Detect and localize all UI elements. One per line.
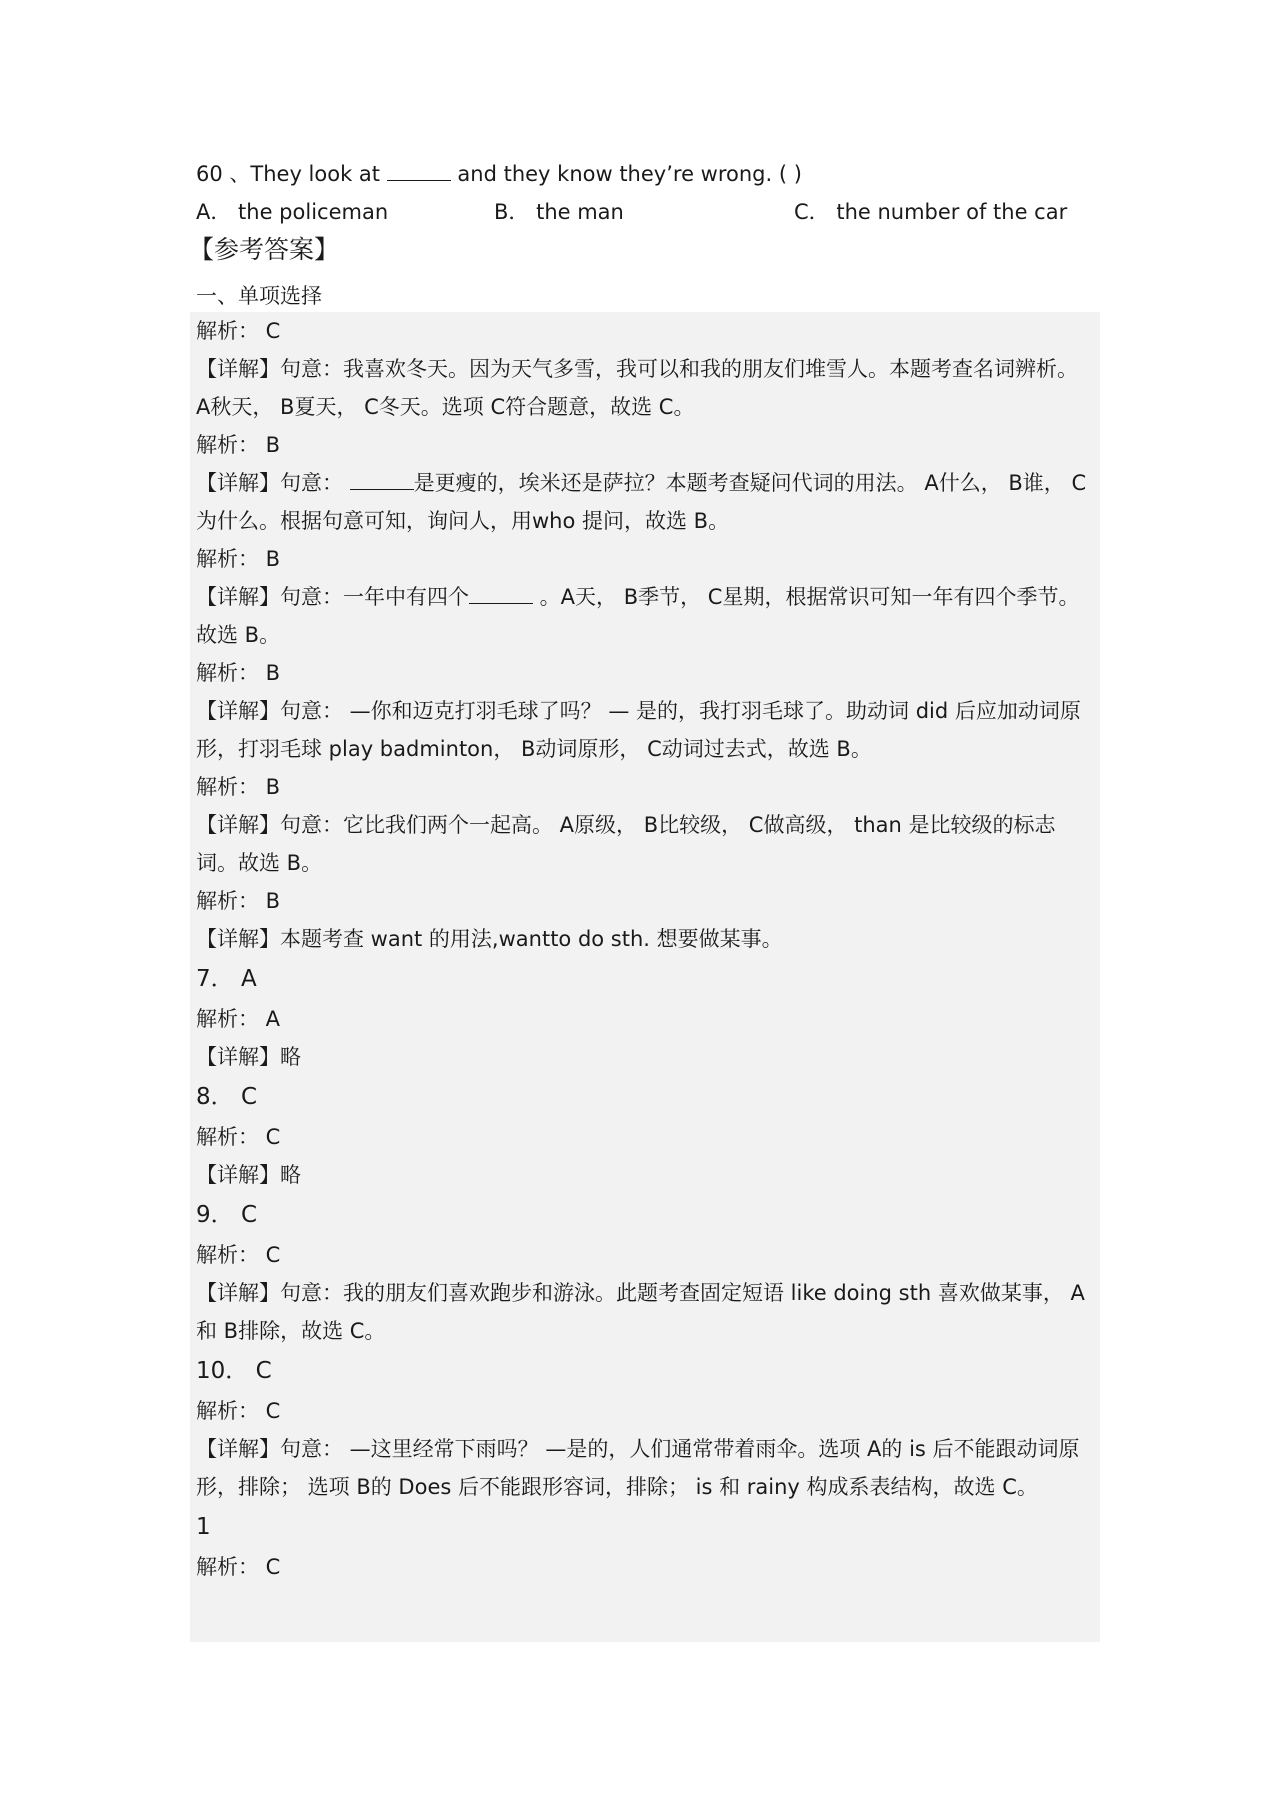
detail-text: 【详解】句意：一年中有四个 [196, 585, 469, 609]
analysis-line: 解析： C [196, 1399, 281, 1423]
question-prefix: 60 、They look at [196, 162, 381, 186]
detail-text: 。A天， B季节， C星期，根据常识可知一年有四个季节。故选 B。 [196, 585, 1080, 647]
question-blank [387, 162, 451, 181]
detail-paragraph: 【详解】句意：它比我们两个一起高。 A原级， B比较级， C做高级， than 是比较级的标志词。故选 B。 [196, 813, 1056, 875]
answer-number: 9． C [196, 1202, 258, 1228]
answer-number: 1 [196, 1514, 211, 1540]
analysis-line: 解析： C [196, 1125, 281, 1149]
analysis-line: 解析： C [196, 1243, 281, 1267]
option-c: C． the number of the car [794, 200, 1068, 224]
detail-paragraph: 【详解】句意：我的朋友们喜欢跑步和游泳。此题考查固定短语 like doing sth 喜欢做某事， A和 B排除，故选 C。 [196, 1281, 1085, 1343]
detail-paragraph [196, 464, 1094, 540]
detail-paragraph: 【详解】略 [196, 1045, 301, 1069]
detail-paragraph: 【详解】略 [196, 1163, 301, 1187]
analysis-line: 解析： B [196, 889, 281, 913]
detail-paragraph: 【详解】句意： —这里经常下雨吗？ —是的，人们通常带着雨伞。选项 A的 is 后不能跟动词原形，排除； 选项 B的 Does 后不能跟形容词，排除； is 和 rainy 构成系表结构，故选 C。 [196, 1437, 1080, 1499]
analysis-line: 解析： C [196, 1555, 281, 1579]
analysis-line: 解析： C [196, 319, 281, 343]
option-b: B． the man [494, 200, 624, 224]
answer-number: 10． C [196, 1358, 272, 1384]
detail-paragraph [196, 578, 1094, 654]
detail-text: 【详解】句意： [196, 471, 350, 495]
answer-number: 7． A [196, 966, 257, 992]
answer-number: 8． C [196, 1084, 258, 1110]
question-suffix: and they know they’re wrong. ( ) [457, 162, 802, 186]
detail-text: 是更瘦的，埃米还是萨拉？本题考查疑问代词的用法。 A什么， B谁， C为什么。根据句意可知，询问人，用who 提问，故选 B。 [196, 471, 1087, 533]
question-60 [196, 156, 802, 192]
detail-paragraph: 【详解】句意：我喜欢冬天。因为天气多雪，我可以和我的朋友们堆雪人。本题考查名词辨析。 A秋天， B夏天， C冬天。选项 C符合题意，故选 C。 [196, 357, 1078, 419]
answer-block [190, 312, 1100, 1642]
section-title: 一、单项选择 [196, 284, 322, 308]
question-options [196, 194, 1096, 230]
option-a: A． the policeman [196, 200, 389, 224]
analysis-line: 解析： B [196, 661, 281, 685]
analysis-line: 解析： B [196, 547, 281, 571]
analysis-line: 解析： B [196, 433, 281, 457]
detail-paragraph: 【详解】本题考查 want 的用法,wantto do sth. 想要做某事。 [196, 927, 783, 951]
analysis-line: 解析： B [196, 775, 281, 799]
answer-title: 【参考答案】 [189, 235, 340, 264]
detail-blank [469, 585, 533, 604]
detail-blank [350, 471, 414, 490]
detail-paragraph: 【详解】句意： —你和迈克打羽毛球了吗？ — 是的，我打羽毛球了。助动词 did 后应加动词原形，打羽毛球 play badminton， B动词原形， C动词过去式，故选 B。 [196, 699, 1081, 761]
analysis-line: 解析： A [196, 1007, 281, 1031]
